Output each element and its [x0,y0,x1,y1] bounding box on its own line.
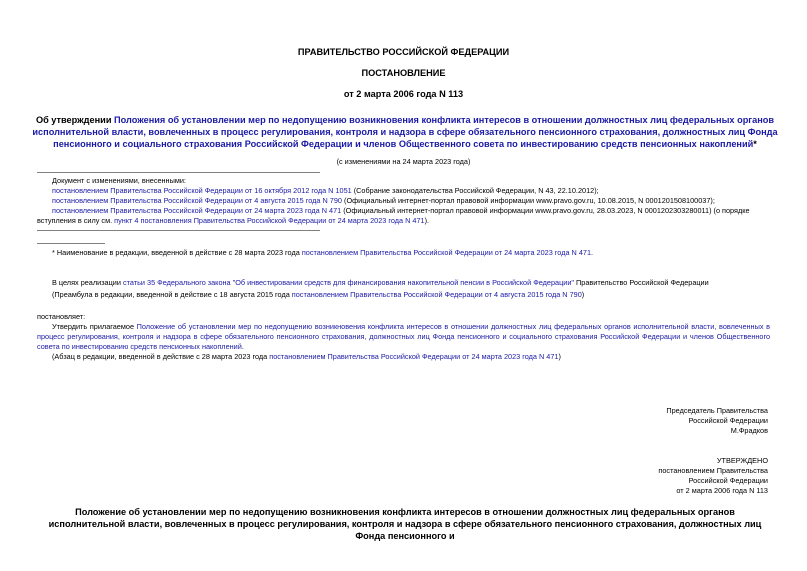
changes-note: (с изменениями на 24 марта 2023 года) [336,157,471,166]
document-title [30,114,780,151]
approve-paragraph: Утвердить прилагаемое Положение об установлении мер по недопущению возникновения конфликта интересов в отношении должностных лиц федеральных органов исполнительной власти, вовлеченных в процесс регулирования, контроля и надзора в сфере обязательного пенсионного страхования, должностных лиц Фонда пенсионного и социального страхования Российской Федерации и членов Общественного совета по инвестированию средств пенсионных накоплений. [37,322,771,351]
preamble-note-link[interactable]: постановлением Правительства Российской Федерации от 4 августа 2015 года N 790 [291,290,582,299]
approved-title: УТВЕРЖДЕНО [716,456,768,465]
document-date-number: от 2 марта 2006 года N 113 [343,89,464,99]
amendment-item: постановлением Правительства Российской Федерации от 4 августа 2015 года N 790 (Официальный интернет-портал правовой информации www.pravo.gov.ru, 10.08.2015, N 0001201508100037); [52,196,715,205]
amendment-item: постановлением Правительства Российской Федерации от 16 октября 2012 года N 1051 (Собрание законодательства Российской Федерации, N 43, 22.10.2012); [52,186,599,195]
approved-block: УТВЕРЖДЕНО постановлением Правительства Российской Федерации от 2 марта 2006 года N 113 [470,456,768,496]
preamble-note: (Преамбула в редакции, введенной в действие с 18 августа 2015 года постановлением Правительства Российской Федерации от 4 августа 2015 года N 790) [52,290,585,299]
preamble: В целях реализации статьи 35 Федерального закона "Об инвестировании средств для финансирования накопительной пенсии в Российской Федерации" Правительство Российской Федерации [52,278,709,287]
amendment-link[interactable]: постановлением Правительства Российской Федерации от 16 октября 2012 года N 1051 [52,186,352,195]
divider [37,230,320,231]
resolves-text: постановляет: [37,312,86,321]
footnote: * Наименование в редакции, введенной в действие с 28 марта 2023 года постановлением Правительства Российской Федерации от 24 марта 2023 года N 471. [52,248,594,257]
signature-block [470,406,768,436]
signature-country: Российской Федерации [688,416,768,425]
amendment-continuation: вступления в силу см. пункт 4 постановления Правительства Российской Федерации от 24 марта 2023 года N 471). [37,216,430,225]
footnote-divider [37,243,105,244]
approve-regulation-link[interactable]: Положение об установлении мер по недопущению возникновения конфликта интересов в отношении должностных лиц федеральных органов исполнительной власти, вовлеченных в процесс регулирования, контроля и надзора в сфере обязательного пенсионного страхования, должностных лиц Фонда пенсионного и социального страхования Российской Федерации и членов Общественного совета по инвестированию средств пенсионных накоплений [37,322,771,351]
amendment-link[interactable]: постановлением Правительства Российской Федерации от 4 августа 2015 года N 790 [52,196,342,205]
title-link[interactable]: Положения об установлении мер по недопущению возникновения конфликта интересов в отношении должностных лиц федеральных органов исполнительной власти, вовлеченных в процесс регулирования, контроля и надзора в сфере обязательного пенсионного страхования, должностных лиц Фонда пенсионного и социального страхования Российской Федерации и членов Общественного совета по инвестированию средств пенсионных накоплений [32,115,778,150]
signature-name: М.Фрадков [730,426,768,435]
government-heading: ПРАВИТЕЛЬСТВО РОССИЙСКОЙ ФЕДЕРАЦИИ [297,47,510,57]
document-type: ПОСТАНОВЛЕНИЕ [361,68,446,78]
annex-title: Положение об установлении мер по недопущению возникновения конфликта интересов в отношении должностных лиц федеральных органов исполнительной власти, вовлеченных в процесс регулирования, контроля и надзора в сфере обязательного пенсионного страхования, должностных лиц Фонда пенсионного и [48,507,762,542]
approve-note: (Абзац в редакции, введенной в действие с 28 марта 2023 года постановлением Правительства Российской Федерации от 24 марта 2023 года N 471) [52,352,561,361]
signature-position: Председатель Правительства [666,406,768,415]
amendments-intro: Документ с изменениями, внесенными: [52,176,186,185]
divider [37,172,320,173]
amendment-link[interactable]: пункт 4 постановления Правительства Российской Федерации от 24 марта 2023 года N 471 [114,216,425,225]
amendment-link[interactable]: постановлением Правительства Российской Федерации от 24 марта 2023 года N 471 [52,206,342,215]
amendments-block [52,176,792,216]
title-prefix: Об утверждении [35,115,115,125]
title-suffix: * [753,139,757,150]
approve-note-link[interactable]: постановлением Правительства Российской Федерации от 24 марта 2023 года N 471 [269,352,559,361]
preamble-law-link[interactable]: статьи 35 Федерального закона "Об инвестировании средств для финансирования накопительной пенсии в Российской Федерации" [122,278,575,287]
footnote-link[interactable]: постановлением Правительства Российской Федерации от 24 марта 2023 года N 471 [301,248,592,257]
amendment-item: постановлением Правительства Российской Федерации от 24 марта 2023 года N 471 (Официальный интернет-портал правовой информации www.pravo.gov.ru, 28.03.2023, N 0001202303280011) (о порядке [52,206,750,215]
